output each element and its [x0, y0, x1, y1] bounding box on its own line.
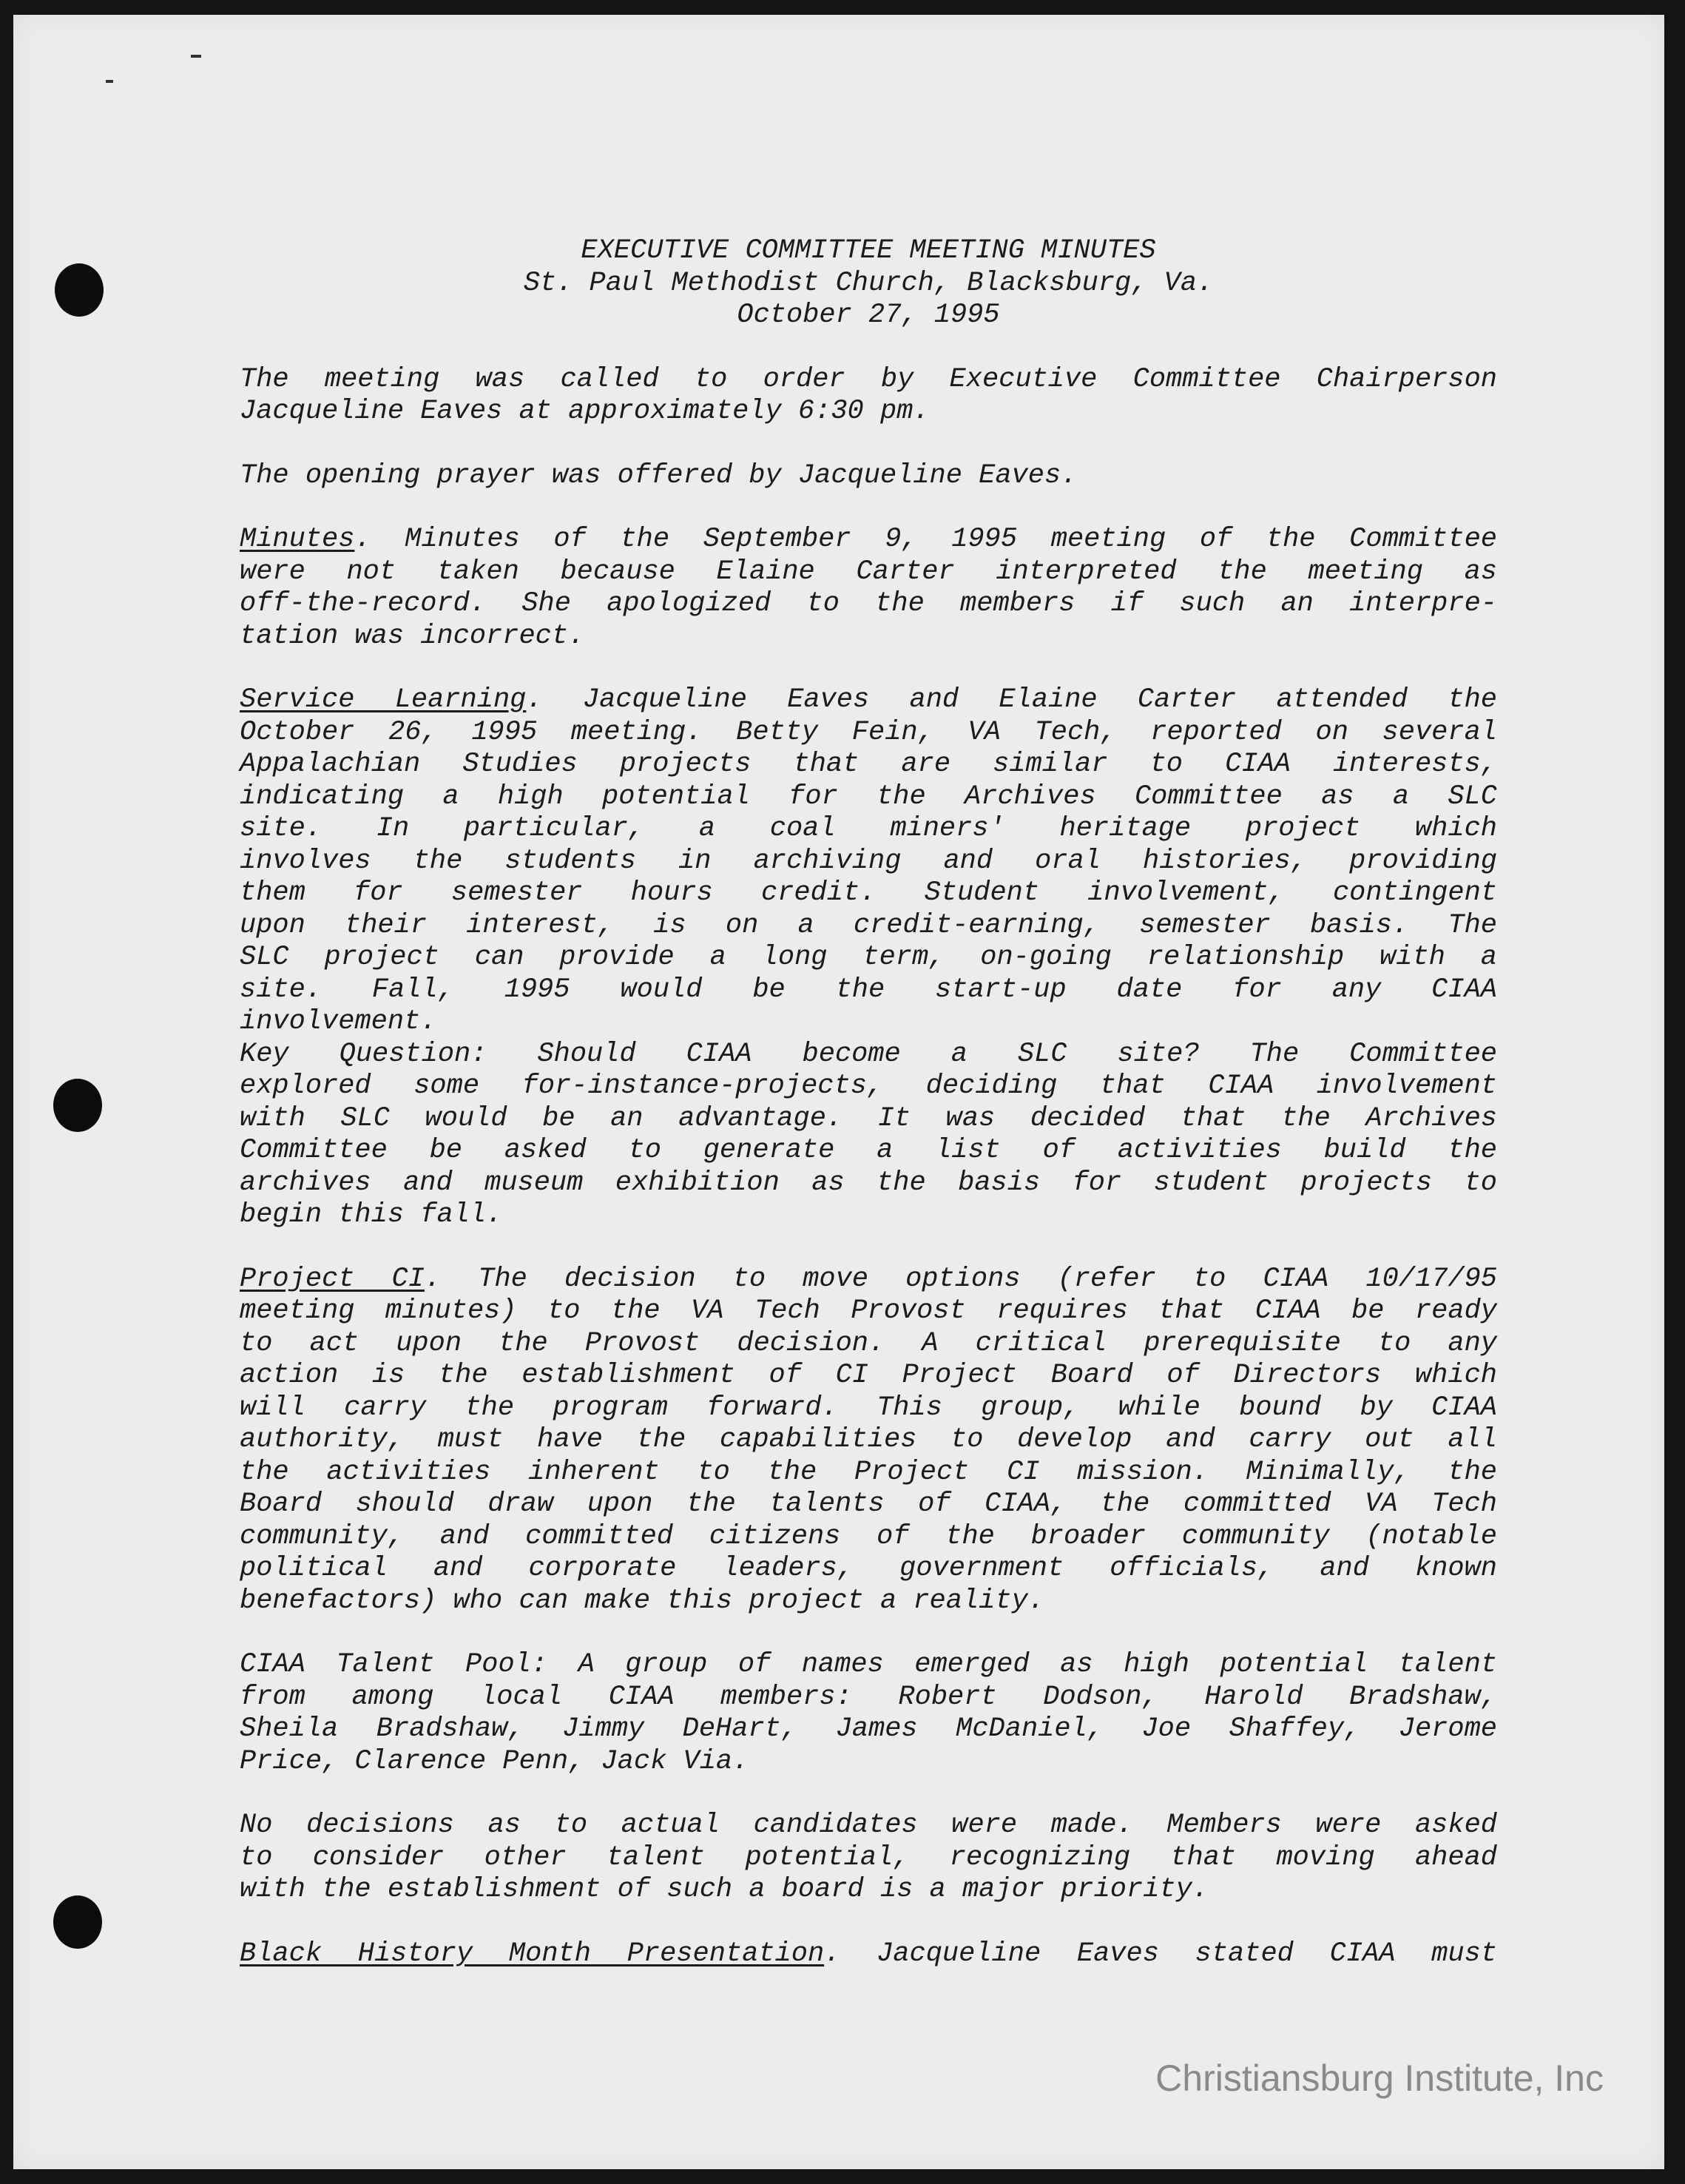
text-line: . Jacqueline Eaves stated CIAA must — [824, 1938, 1497, 1969]
paragraph-service-learning — [240, 684, 1497, 1232]
text-line: benefactors) who can make this project a reality. — [240, 1585, 1044, 1617]
text-line: site. Fall, 1995 would be the start-up date for any CIAA — [240, 974, 1497, 1005]
text-line: with SLC would be an advantage. It was decided that the Archives — [240, 1102, 1497, 1134]
text-line: The meeting was called to order by Executive Committee Chairperson — [240, 363, 1497, 395]
text-line: to consider other talent potential, recognizing that moving ahead — [240, 1841, 1497, 1873]
paragraph-prayer — [240, 460, 1497, 493]
text-line: tation was incorrect. — [240, 620, 585, 652]
text-line: community, and committed citizens of the broader community (notable — [240, 1520, 1497, 1552]
text-line: will carry the program forward. This group, while bound by CIAA — [240, 1392, 1497, 1423]
text-line: authority, must have the capabilities to develop and carry out all — [240, 1424, 1497, 1455]
text-line: involvement. — [240, 1006, 437, 1037]
meeting-date: October 27, 1995 — [737, 300, 1000, 331]
section-heading-black-history: Black History Month Presentation — [240, 1938, 825, 1969]
stray-mark — [106, 80, 113, 83]
text-line: The opening prayer was offered by Jacqueline Eaves. — [240, 459, 1078, 491]
punch-hole-bottom — [53, 1895, 102, 1949]
text-line: archives and museum exhibition as the basis for student projects to — [240, 1167, 1497, 1199]
text-line: involves the students in archiving and oral histories, providing — [240, 845, 1497, 877]
text-line: indicating a high potential for the Archives Committee as a SLC — [240, 781, 1497, 812]
text-line: Sheila Bradshaw, Jimmy DeHart, James McDaniel, Joe Shaffey, Jerome — [240, 1713, 1497, 1745]
text-line: from among local CIAA members: Robert Dodson, Harold Bradshaw, — [240, 1681, 1497, 1713]
text-line: No decisions as to actual candidates were made. Members were asked — [240, 1810, 1497, 1841]
text-line: off-the-record. She apologized to the members if such an interpre- — [240, 588, 1497, 619]
text-line: to act upon the Provost decision. A critical prerequisite to any — [240, 1327, 1497, 1359]
text-line: meeting minutes) to the VA Tech Provost requires that CIAA be ready — [240, 1295, 1497, 1327]
minutes-document — [240, 235, 1497, 1970]
text-line: site. In particular, a coal miners' heritage project which — [240, 813, 1497, 844]
text-line: . Jacqueline Eaves and Elaine Carter attended the — [526, 684, 1497, 715]
meeting-location: St. Paul Methodist Church, Blacksburg, Va. — [523, 267, 1214, 299]
section-heading-service-learning: Service Learning — [240, 684, 527, 715]
section-heading-project-ci: Project CI — [240, 1263, 425, 1295]
text-line: Key Question: Should CIAA become a SLC site? The Committee — [240, 1038, 1497, 1070]
text-line: SLC project can provide a long term, on-going relationship with a — [240, 942, 1497, 973]
text-line: . The decision to move options (refer to CIAA 10/17/95 — [424, 1263, 1497, 1295]
text-line: Jacqueline Eaves at approximately 6:30 pm. — [240, 396, 930, 427]
section-heading-minutes: Minutes — [240, 524, 355, 555]
text-line: upon their interest, is on a credit-earning, semester basis. The — [240, 909, 1497, 941]
text-line: the activities inherent to the Project CI mission. Minimally, the — [240, 1456, 1497, 1488]
punch-hole-middle — [53, 1079, 102, 1132]
text-line: October 26, 1995 meeting. Betty Fein, VA Tech, reported on several — [240, 716, 1497, 748]
text-line: with the establishment of such a board is a major priority. — [240, 1874, 1209, 1905]
paragraph-minutes — [240, 524, 1497, 653]
document-title: EXECUTIVE COMMITTEE MEETING MINUTES — [581, 235, 1156, 266]
document-header — [240, 235, 1497, 332]
paragraph-talent-pool — [240, 1649, 1497, 1778]
text-line: were not taken because Elaine Carter interpreted the meeting as — [240, 556, 1497, 587]
text-line: CIAA Talent Pool: A group of names emerged as high potential talent — [240, 1649, 1497, 1680]
text-line: them for semester hours credit. Student involvement, contingent — [240, 877, 1497, 909]
text-line: begin this fall. — [240, 1199, 503, 1230]
stray-mark — [191, 55, 201, 58]
paragraph-project-ci — [240, 1264, 1497, 1618]
paragraph-no-decisions — [240, 1810, 1497, 1907]
text-line: explored some for-instance-projects, deciding that CIAA involvement — [240, 1071, 1497, 1102]
paragraph-black-history — [240, 1938, 1497, 1971]
text-line: Committee be asked to generate a list of activities build the — [240, 1135, 1497, 1166]
text-line: action is the establishment of CI Project Board of Directors which — [240, 1360, 1497, 1391]
text-line: Appalachian Studies projects that are similar to CIAA interests, — [240, 749, 1497, 780]
text-line: . Minutes of the September 9, 1995 meeting of the Committee — [354, 524, 1497, 555]
text-line: political and corporate leaders, government officials, and known — [240, 1553, 1497, 1584]
text-line: Price, Clarence Penn, Jack Via. — [240, 1745, 749, 1777]
watermark: Christiansburg Institute, Inc — [1155, 2057, 1604, 2099]
punch-hole-top — [55, 263, 104, 317]
paragraph-call-to-order — [240, 364, 1497, 428]
text-line: Board should draw upon the talents of CIAA, the committed VA Tech — [240, 1489, 1497, 1520]
